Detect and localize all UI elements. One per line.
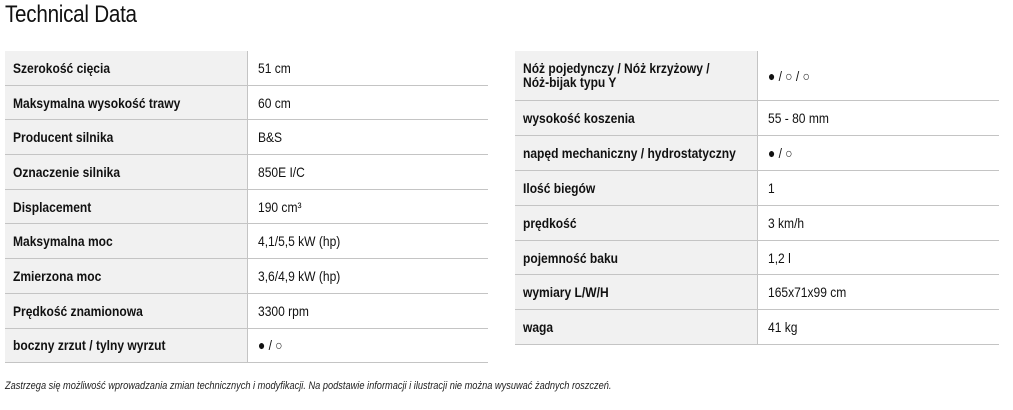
spec-row-cutting-height: [515, 101, 999, 136]
spec-value: ● / ○: [767, 144, 793, 161]
spec-value: 4,1/5,5 kW (hp): [257, 233, 340, 250]
spec-row-tank-capacity: [515, 240, 999, 275]
spec-value: 41 kg: [767, 319, 797, 336]
spec-value: B&S: [257, 129, 282, 146]
spec-label: wymiary L/W/H: [523, 284, 609, 301]
spec-label: Displacement: [13, 198, 92, 215]
spec-value: 1,2 l: [767, 249, 791, 266]
spec-label: Szerokość cięcia: [13, 59, 111, 76]
spec-row-max-grass-height: [5, 85, 488, 120]
spec-value: 51 cm: [257, 59, 291, 76]
spec-row-weight: [515, 310, 999, 345]
spec-label: prędkość: [523, 214, 577, 231]
disclaimer: Zastrzega się możliwość wprowadzania zmian technicznych i modyfikacji. Na podstawie informacji i ilustracji nie można wysuwać żadnych roszczeń.: [5, 380, 612, 392]
spec-table-right: [515, 51, 999, 345]
spec-row-engine-designation: [5, 155, 488, 190]
spec-table-left: [5, 51, 488, 363]
spec-row-displacement: [5, 189, 488, 224]
spec-label: Prędkość znamionowa: [13, 302, 143, 319]
spec-row-measured-power: [5, 259, 488, 294]
spec-row-cutting-width: [5, 51, 488, 85]
spec-row-gears: [515, 170, 999, 205]
spec-row-blade-type: [515, 51, 999, 101]
spec-value: ● / ○ / ○: [767, 67, 810, 84]
spec-value: 3,6/4,9 kW (hp): [257, 267, 340, 284]
spec-row-rated-speed: [5, 293, 488, 328]
spec-row-discharge: [5, 328, 488, 363]
spec-row-dimensions: [515, 275, 999, 310]
spec-value: 190 cm³: [257, 198, 301, 215]
spec-label: Oznaczenie silnika: [13, 163, 121, 180]
spec-label: Producent silnika: [13, 129, 114, 146]
spec-row-engine-manufacturer: [5, 120, 488, 155]
spec-value: 55 - 80 mm: [767, 109, 829, 126]
spec-label: pojemność baku: [523, 249, 619, 266]
spec-value: 60 cm: [257, 94, 291, 111]
spec-label: Maksymalna moc: [13, 233, 113, 250]
spec-label: Ilość biegów: [523, 179, 596, 196]
spec-label: wysokość koszenia: [523, 109, 635, 126]
spec-value: 3300 rpm: [257, 302, 309, 319]
page-title: Technical Data: [5, 1, 137, 28]
spec-label: boczny zrzut / tylny wyrzut: [13, 337, 166, 354]
spec-label: waga: [523, 319, 554, 336]
spec-row-speed: [515, 205, 999, 240]
spec-label: Zmierzona moc: [13, 267, 102, 284]
spec-label: napęd mechaniczny / hydrostatyczny: [523, 144, 736, 161]
spec-value: 165x71x99 cm: [767, 284, 846, 301]
spec-row-drive-type: [515, 135, 999, 170]
spec-value: 1: [767, 179, 775, 196]
spec-label: Maksymalna wysokość trawy: [13, 94, 181, 111]
spec-value: 850E I/C: [257, 163, 305, 180]
spec-row-max-power: [5, 224, 488, 259]
spec-value: 3 km/h: [767, 214, 804, 231]
spec-value: ● / ○: [257, 337, 283, 354]
spec-label: Nóż pojedynczy / Nóż krzyżowy / Nóż-bijak typu Y: [523, 60, 710, 90]
